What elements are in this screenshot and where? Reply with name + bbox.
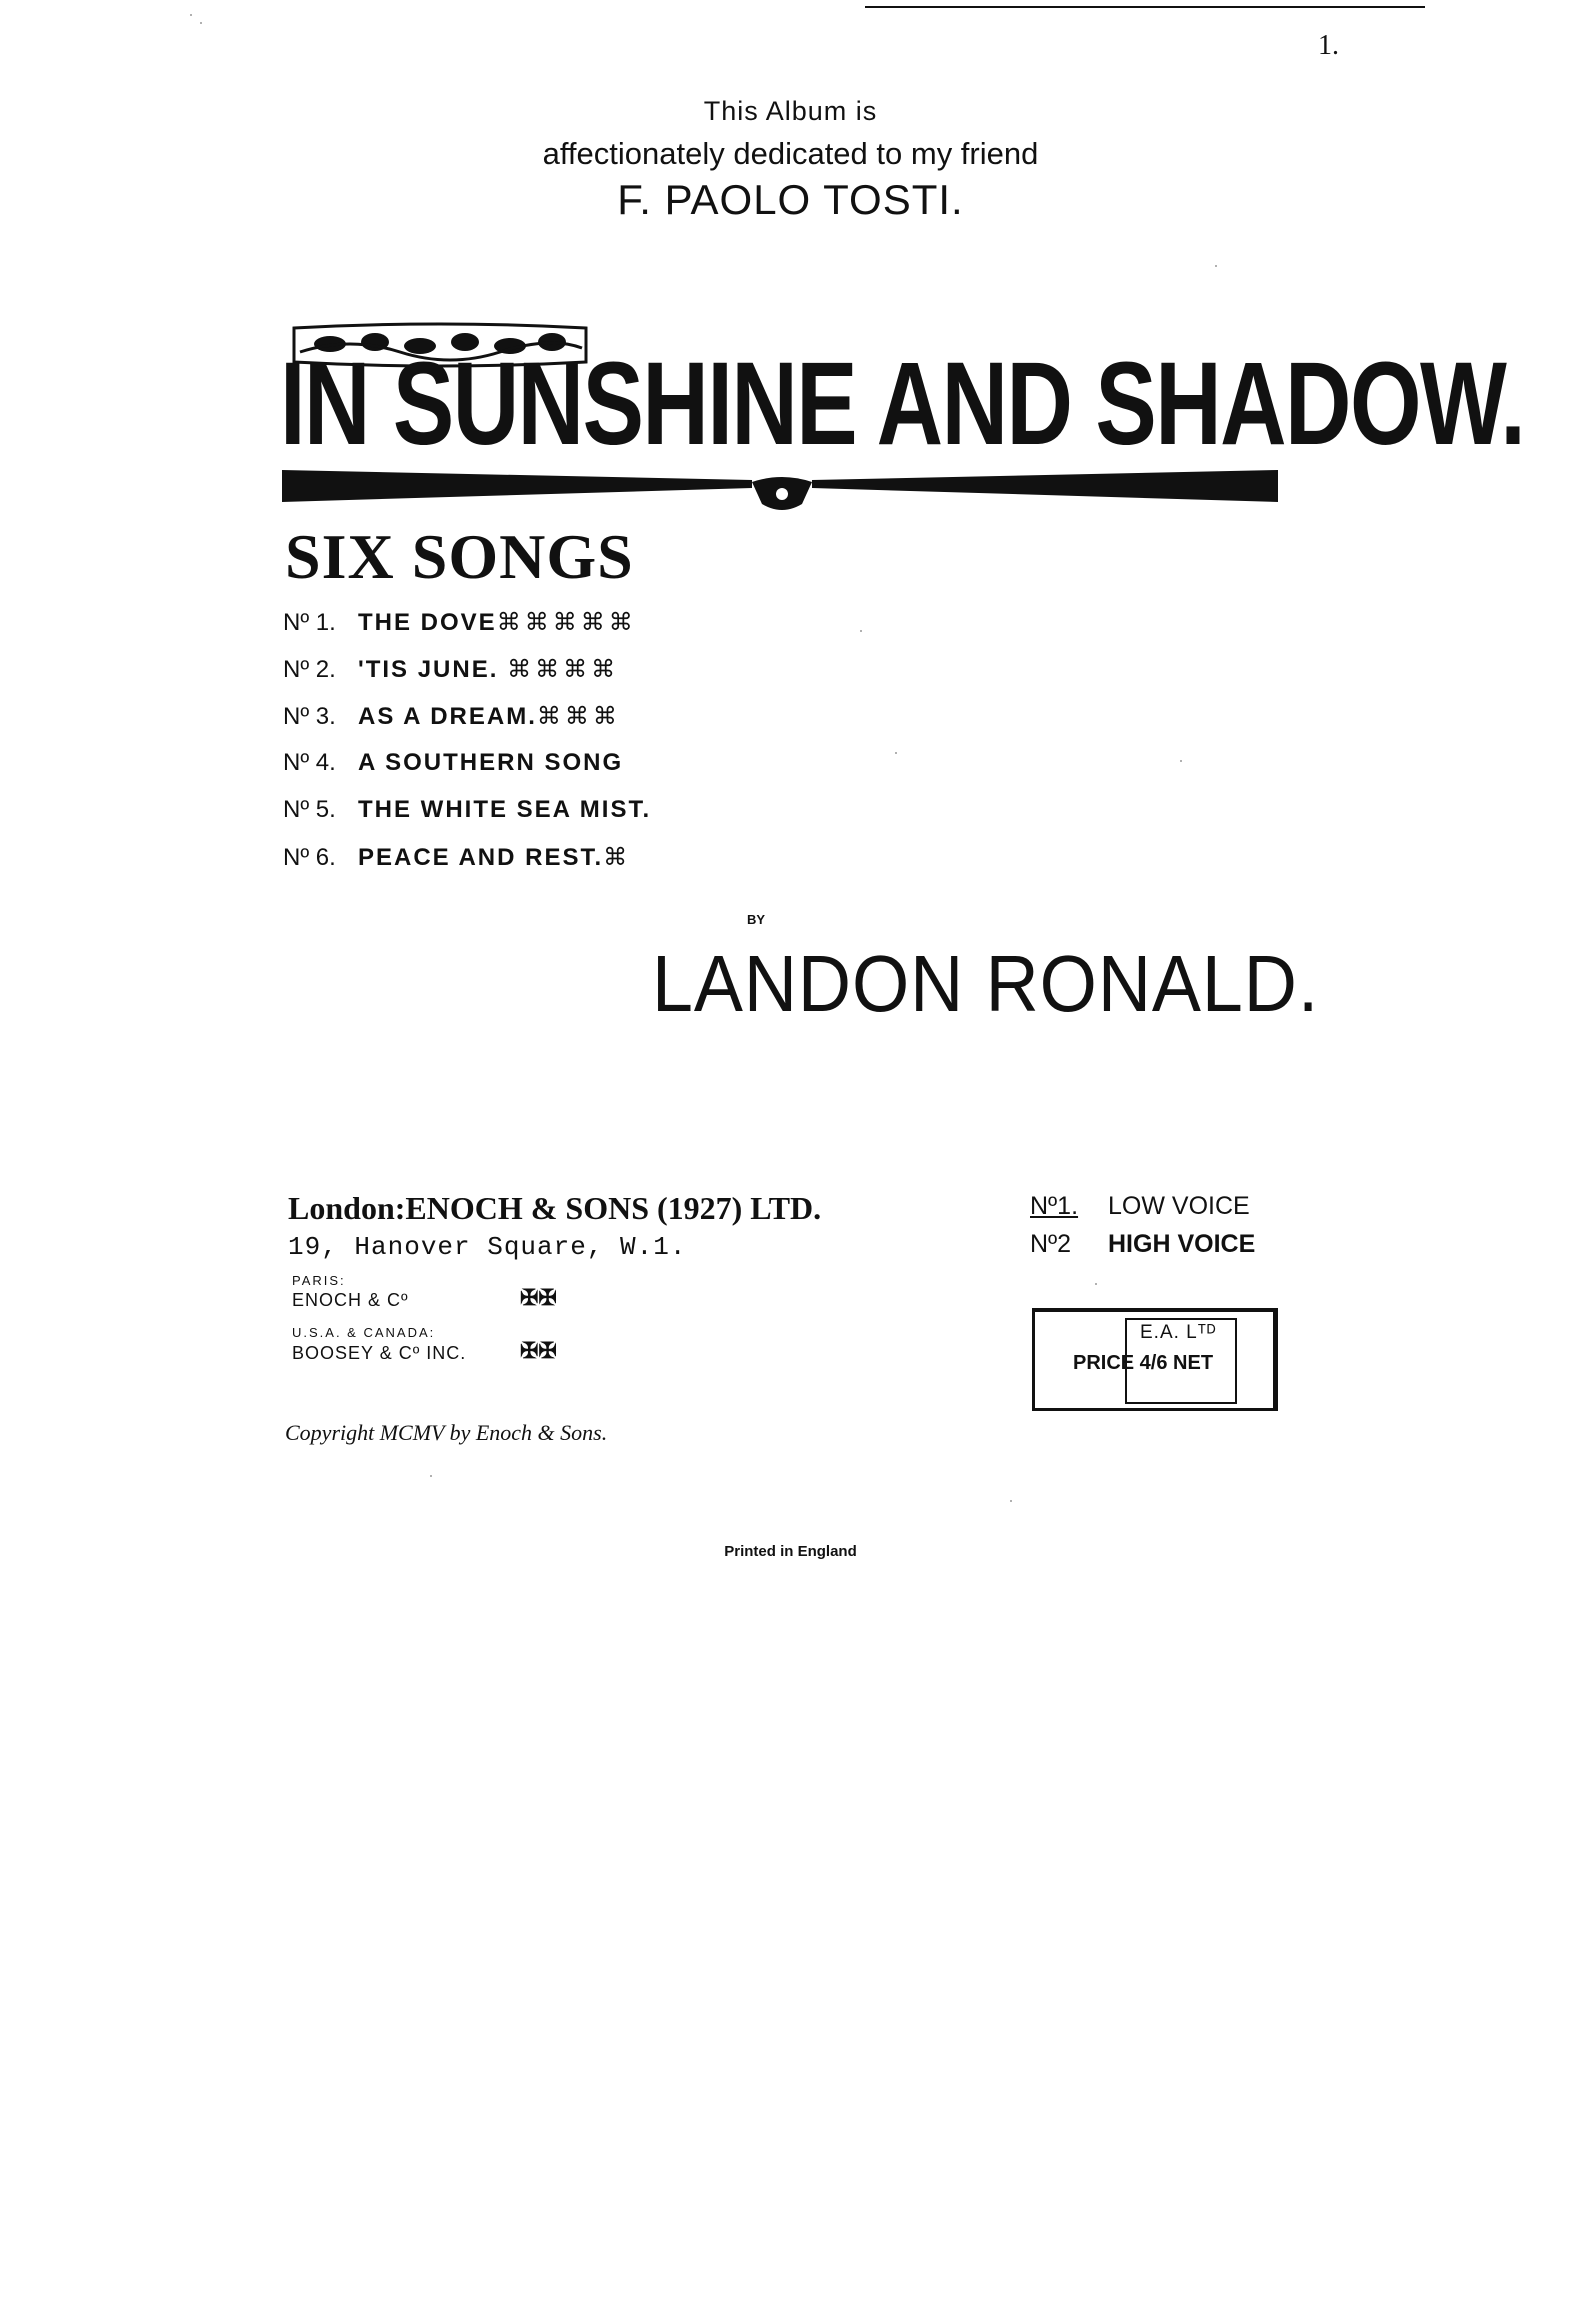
printed-in-note: Printed in England: [724, 1543, 857, 1560]
voice-option-low: [1030, 1192, 1250, 1221]
usa-canada-label: U.S.A. & CANADA:: [292, 1325, 436, 1340]
dedication-line-1: This Album is: [703, 96, 878, 126]
by-label: BY: [747, 912, 766, 927]
song-item: [283, 749, 651, 796]
page-number: 1.: [1318, 30, 1339, 61]
song-title: THE DOVE: [358, 609, 497, 636]
paper-speck: [1010, 1500, 1012, 1502]
song-title: A SOUTHERN SONG: [358, 749, 624, 776]
stamp-text: E.A. Lᵀᴰ: [1140, 1322, 1217, 1343]
publisher-address: 19, Hanover Square, W.1.: [288, 1232, 687, 1262]
song-number: Nº 6.: [283, 844, 336, 871]
voice-label: HIGH VOICE: [1108, 1230, 1256, 1258]
song-ornament: ⌘⌘⌘⌘: [507, 656, 620, 683]
song-number: Nº 3.: [283, 703, 336, 730]
song-ornament: ⌘⌘⌘: [536, 703, 621, 730]
voice-number: Nº2: [1030, 1230, 1072, 1258]
song-ornament: ⌘: [603, 844, 632, 871]
publisher-name: London:ENOCH & SONS (1927) LTD.: [288, 1190, 822, 1226]
song-item: [283, 843, 651, 890]
dedication-line-3: F. PAOLO TOSTI.: [617, 176, 964, 223]
song-title: THE WHITE SEA MIST.: [358, 796, 652, 823]
paper-speck: [1215, 265, 1217, 267]
song-item: [283, 796, 651, 843]
song-number: Nº 5.: [283, 796, 336, 823]
voice-option-high: [1030, 1230, 1255, 1259]
paris-agent: ENOCH & Cº: [292, 1290, 409, 1310]
paper-speck: [895, 752, 897, 754]
paris-label: PARIS:: [292, 1273, 346, 1288]
composer-name: LANDON RONALD.: [652, 939, 1320, 1028]
cross-mark-icon: ✠✠: [520, 1285, 557, 1310]
song-title: 'TIS JUNE.: [358, 656, 499, 683]
title-rule: [282, 468, 1282, 516]
paper-speck: [860, 630, 862, 632]
copyright-notice: Copyright MCMV by Enoch & Sons.: [285, 1420, 608, 1445]
paper-speck: [430, 1475, 432, 1477]
album-title: IN SUNSHINE AND SHADOW.: [280, 338, 1525, 470]
song-item: [283, 702, 651, 749]
song-title: PEACE AND REST.: [358, 844, 604, 871]
top-rule: [865, 6, 1425, 8]
paper-speck: [200, 22, 202, 24]
subtitle: SIX SONGS: [285, 521, 634, 592]
paper-speck: [1180, 760, 1182, 762]
price-label: PRICE 4/6 NET: [1073, 1352, 1214, 1374]
song-number: Nº 1.: [283, 609, 336, 636]
paper-speck: [190, 14, 192, 16]
song-number: Nº 4.: [283, 749, 336, 776]
song-number: Nº 2.: [283, 656, 336, 683]
dedication-line-2: affectionately dedicated to my friend: [542, 136, 1039, 171]
song-list: [283, 608, 651, 890]
song-title: AS A DREAM.: [358, 703, 537, 730]
song-item: [283, 608, 651, 655]
usa-agent: BOOSEY & Cº INC.: [292, 1343, 467, 1363]
voice-label: LOW VOICE: [1108, 1192, 1250, 1220]
paper-speck: [1095, 1283, 1097, 1285]
song-item: [283, 655, 651, 702]
voice-number: Nº1.: [1030, 1192, 1079, 1220]
song-ornament: ⌘⌘⌘⌘⌘: [496, 609, 637, 636]
cross-mark-icon: ✠✠: [520, 1338, 557, 1363]
